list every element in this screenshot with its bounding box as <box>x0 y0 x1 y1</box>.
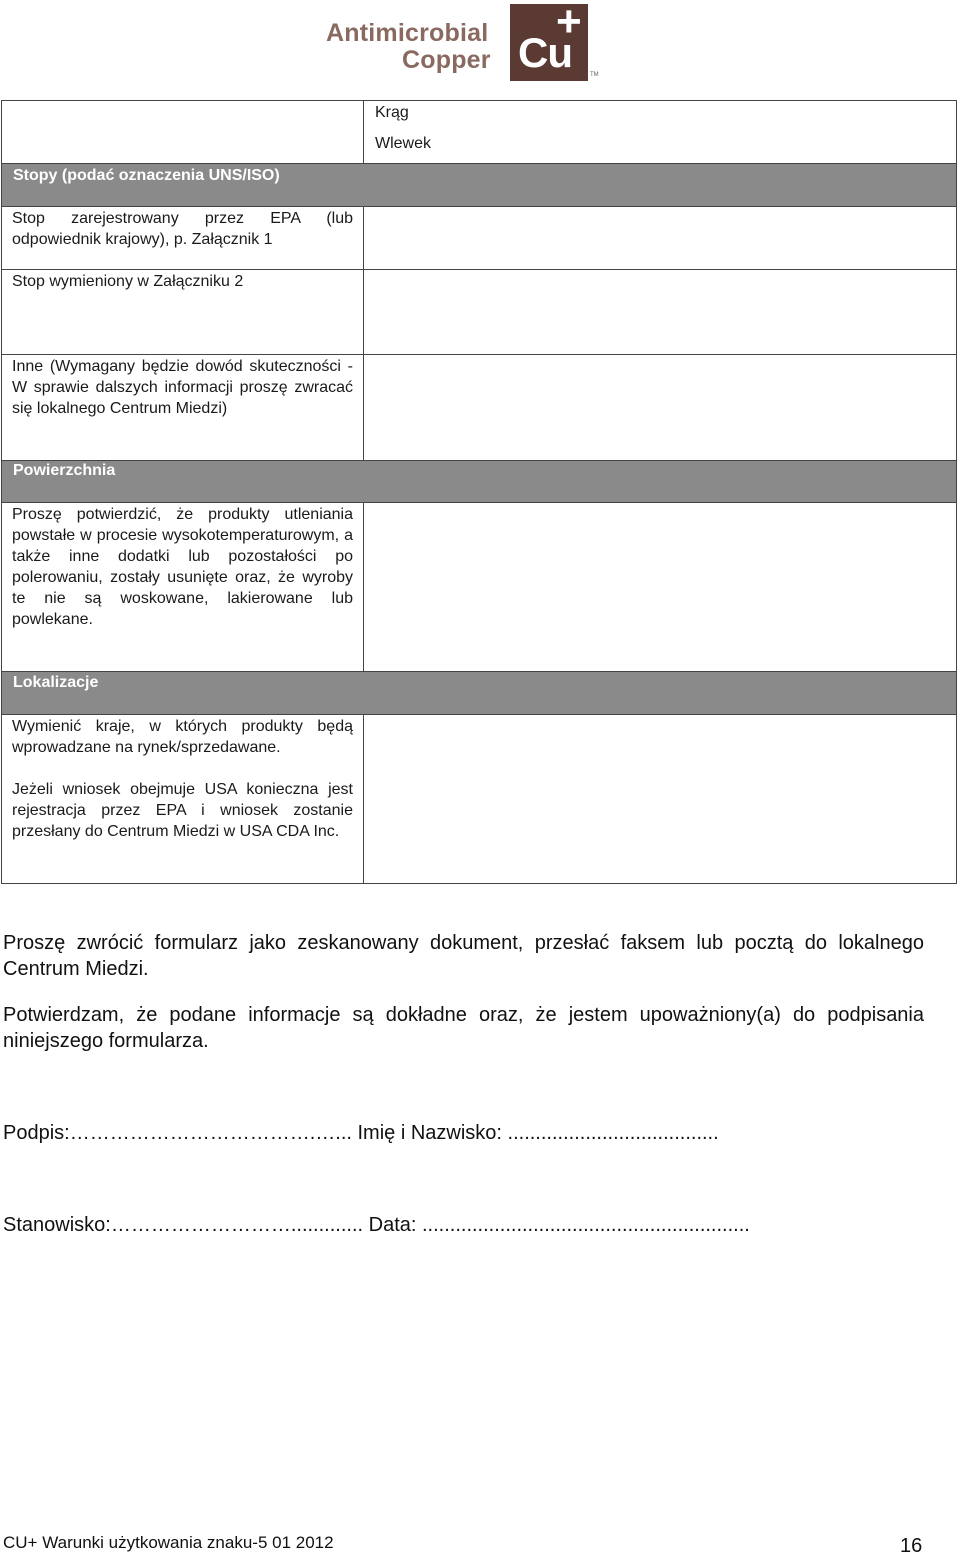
trademark-mark: TM <box>590 72 599 78</box>
alloy-epa-input[interactable] <box>363 206 957 270</box>
option-ingot: Wlewek <box>375 135 432 152</box>
alloy-annex2-label: Stop wymieniony w Załączniku 2 <box>1 269 364 355</box>
logo-wordmark <box>326 20 491 74</box>
signature-line[interactable]: Podpis:……………………………….…... Imię i Nazwisko: ...................................... <box>3 1122 719 1144</box>
form-options-cell <box>363 100 957 164</box>
surface-confirmation-input[interactable] <box>363 502 957 672</box>
surface-header-text: Powierzchnia <box>13 462 116 479</box>
locations-cell <box>1 714 364 884</box>
alloy-other-input[interactable] <box>363 354 957 461</box>
alloy-other-label: Inne (Wymagany będzie dowód skuteczności - W sprawie dalszych informacji proszę zwracać się lokalnego Centrum Miedzi) <box>1 354 364 461</box>
cu-symbol: Cu <box>518 29 572 76</box>
locations-header-text: Lokalizacje <box>13 674 99 691</box>
locations-header <box>1 671 957 715</box>
antimicrobial-copper-logo <box>326 2 606 82</box>
surface-header <box>1 460 957 503</box>
locations-text-countries: Wymienić kraje, w których produkty będą wprowadzane na rynek/sprzedawane. <box>12 718 353 756</box>
position-date-line[interactable]: Stanowisko:………………………............. Data: ........................................................... <box>3 1214 750 1236</box>
logo-line-2: Copper <box>402 46 491 74</box>
cu-plus-mark <box>510 0 588 81</box>
footer-title: CU+ Warunki użytkowania znaku-5 01 2012 <box>3 1533 334 1552</box>
option-coil: Krąg <box>375 104 409 121</box>
alloy-epa-label: Stop zarejestrowany przez EPA (lub odpowiednik krajowy), p. Załącznik 1 <box>1 206 364 270</box>
locations-input[interactable] <box>363 714 957 884</box>
alloys-header-text: Stopy (podać oznaczenia UNS/ISO) <box>13 167 280 184</box>
logo-line-1: Antimicrobial <box>326 19 489 47</box>
page-number: 16 <box>900 1535 923 1557</box>
return-instructions: Proszę zwrócić formularz jako zeskanowany dokument, przesłać faksem lub pocztą do lokalnego Centrum Miedzi. <box>3 932 924 980</box>
locations-text-usa: Jeżeli wniosek obejmuje USA konieczna jest rejestracja przez EPA i wniosek zostanie przesłany do Centrum Miedzi w USA CDA Inc. <box>12 781 353 840</box>
surface-confirmation-text: Proszę potwierdzić, że produkty utleniania powstałe w procesie wysokotemperaturowym, a także inne dodatki lub pozostałości po polerowaniu, zostały usunięte oraz, że wyroby te nie są woskowane, lakierowane lub powlekane. <box>1 502 364 672</box>
alloys-header <box>1 163 957 207</box>
form-blank-cell <box>1 100 364 164</box>
confirmation-statement: Potwierdzam, że podane informacje są dokładne oraz, że jestem upoważniony(a) do podpisania niniejszego formularza. <box>3 1004 924 1052</box>
plus-symbol: + <box>556 0 582 46</box>
alloy-annex2-input[interactable] <box>363 269 957 355</box>
